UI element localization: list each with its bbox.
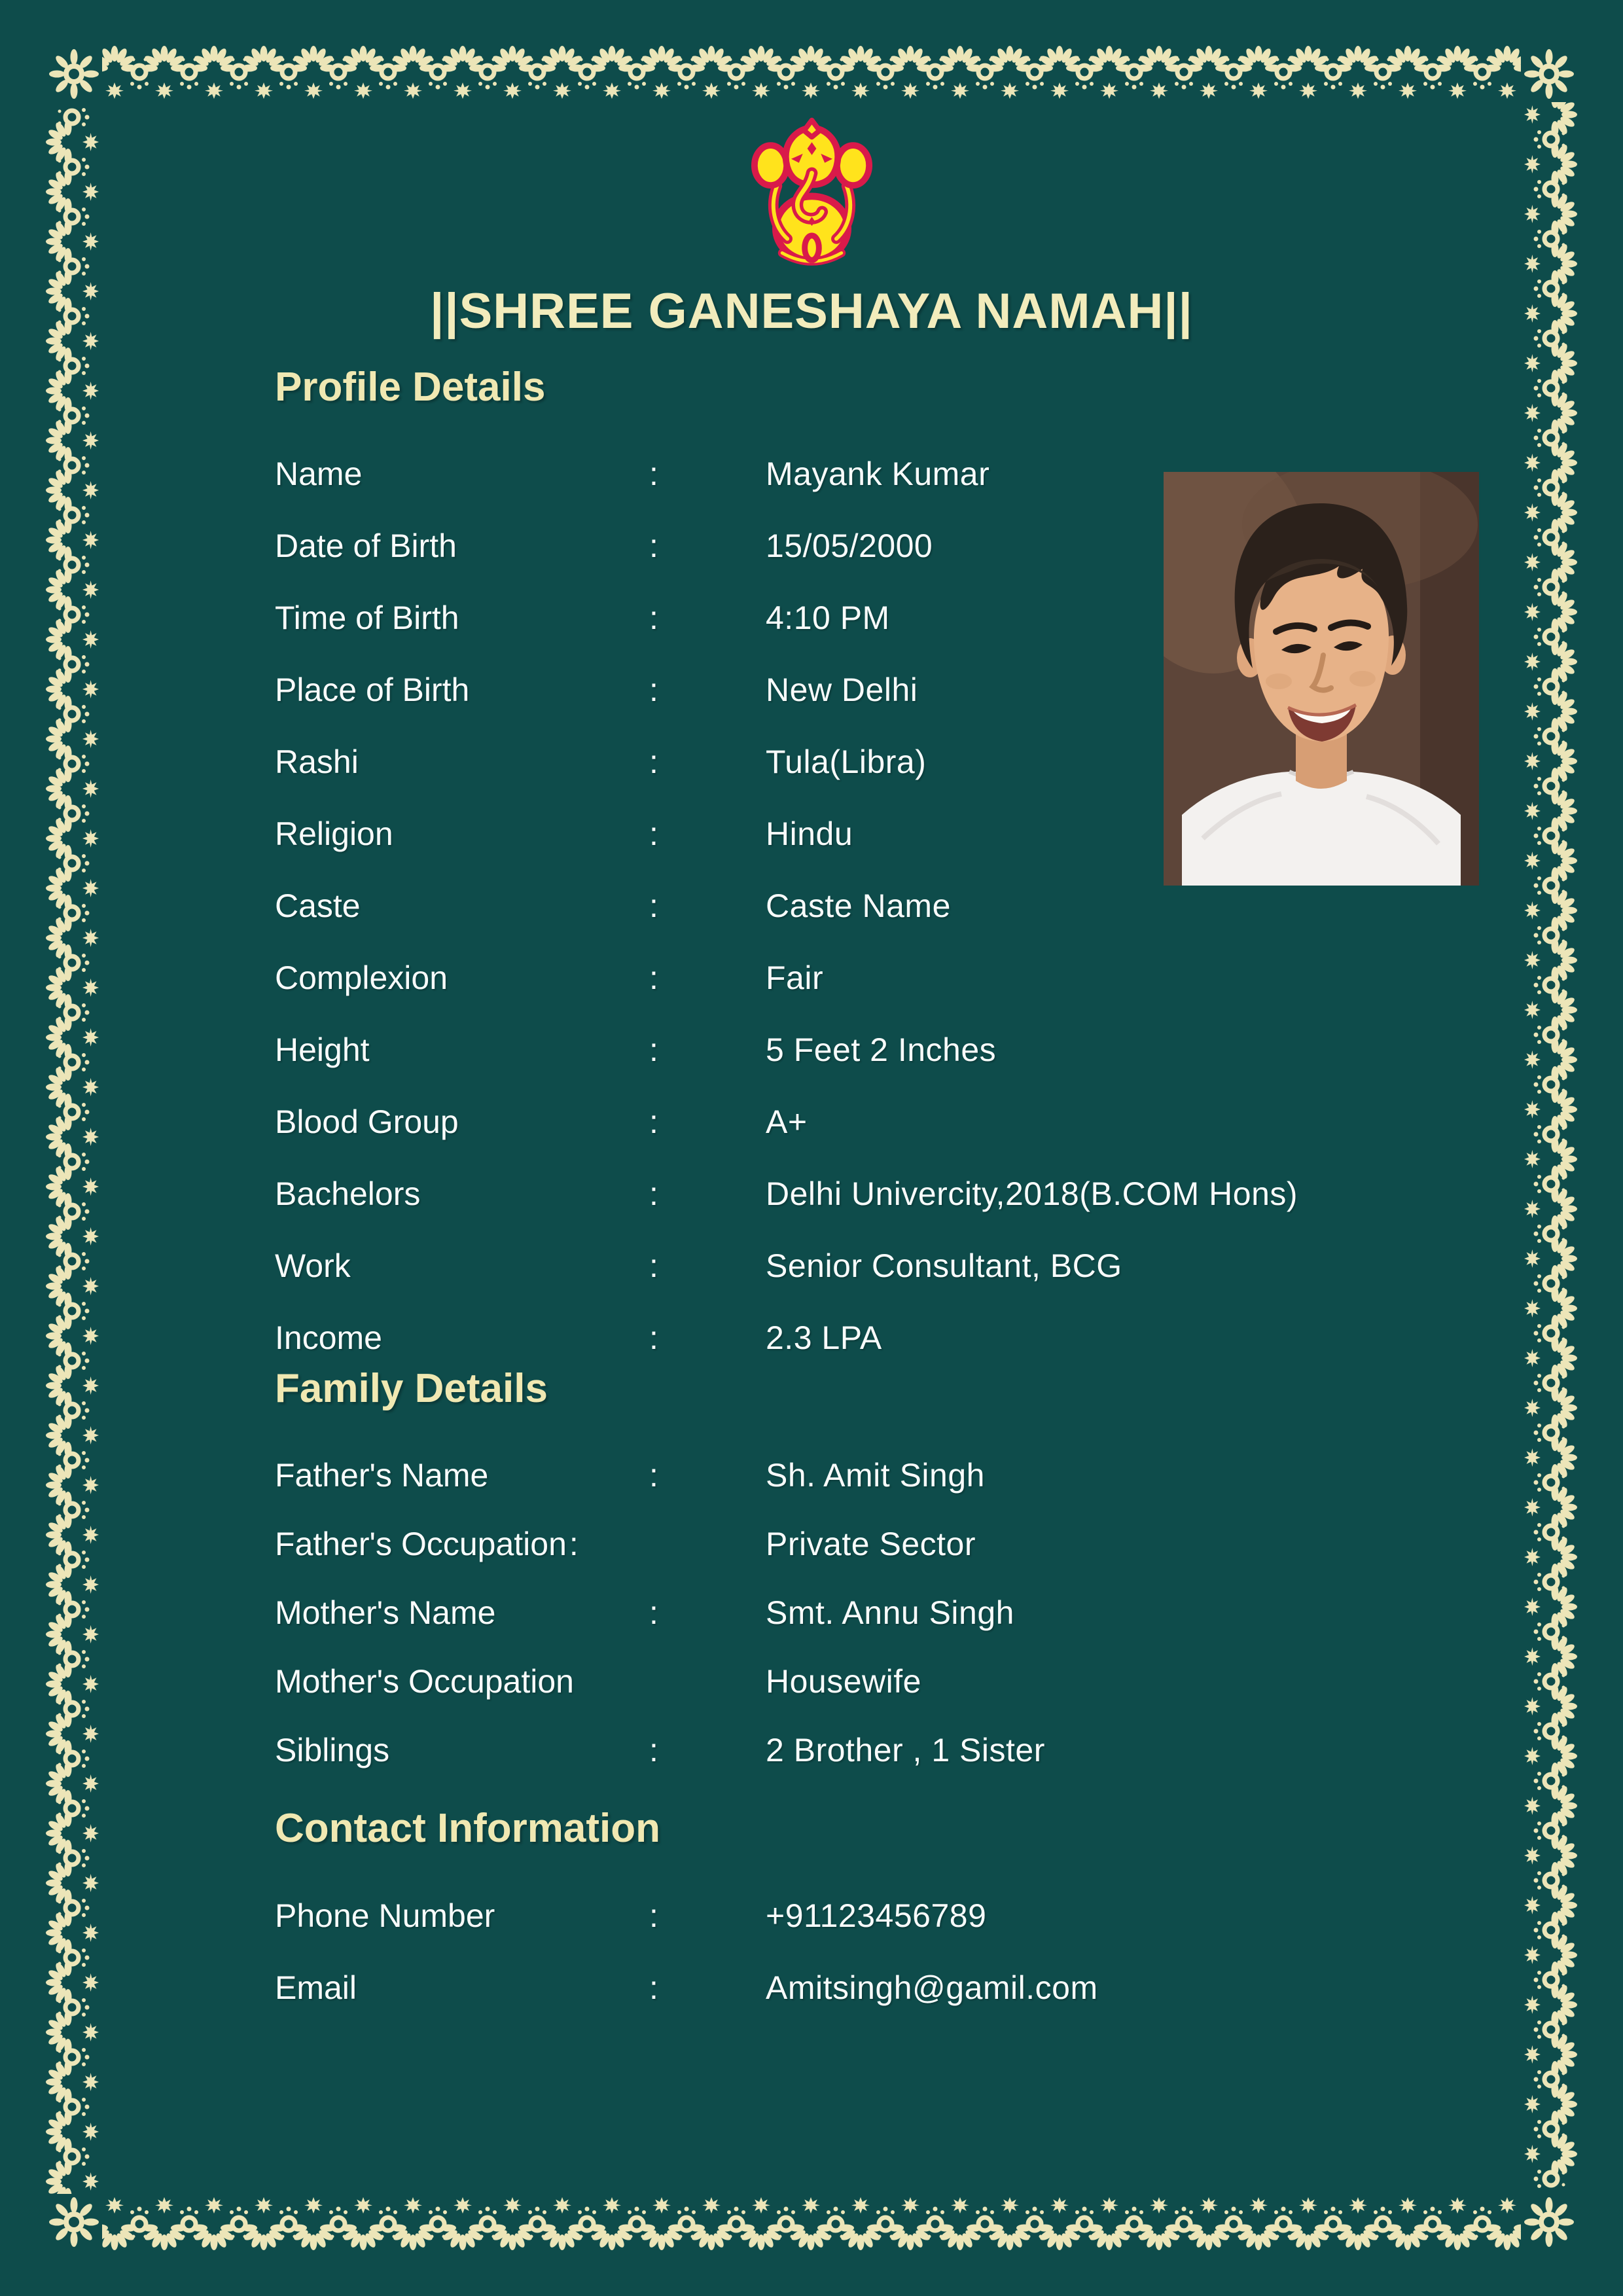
detail-row: [275, 1525, 1577, 1567]
row-colon: :: [649, 528, 658, 564]
row-value: +91123456789: [766, 1897, 987, 1934]
row-colon: :: [649, 888, 658, 924]
ganesha-icon: [732, 109, 892, 274]
row-label: Name: [275, 456, 363, 492]
row-label: Work: [275, 1247, 351, 1284]
floral-border-corner-tr: [1521, 46, 1577, 102]
row-colon: :: [649, 1319, 658, 1356]
row-value: 2 Brother , 1 Sister: [766, 1732, 1045, 1768]
row-colon: :: [649, 672, 658, 708]
row-label: Bachelors: [275, 1175, 421, 1212]
row-value: Fair: [766, 960, 824, 996]
row-value: 5 Feet 2 Inches: [766, 1031, 997, 1068]
row-value: A+: [766, 1103, 808, 1140]
row-value: Amitsingh@gamil.com: [766, 1969, 1098, 2006]
row-label: Siblings: [275, 1732, 390, 1768]
detail-row: [275, 1969, 1577, 2011]
row-label: Income: [275, 1319, 382, 1356]
floral-border-left: [46, 102, 102, 2194]
row-label: Blood Group: [275, 1103, 459, 1140]
row-label: Complexion: [275, 960, 448, 996]
row-value: 15/05/2000: [766, 528, 933, 564]
detail-row: [275, 1175, 1577, 1217]
detail-row: [275, 1031, 1577, 1073]
row-label: Mother's Occupation: [275, 1663, 574, 1700]
row-label: Height: [275, 1031, 370, 1068]
row-colon: :: [649, 1175, 658, 1212]
row-value: Tula(Libra): [766, 744, 927, 780]
row-value: 2.3 LPA: [766, 1319, 882, 1356]
row-colon: :: [649, 1457, 658, 1494]
floral-border-right: [1521, 102, 1577, 2194]
detail-row: [275, 1247, 1577, 1289]
row-value: Housewife: [766, 1663, 921, 1700]
row-label: Email: [275, 1969, 357, 2006]
row-label: Time of Birth: [275, 600, 459, 636]
row-value: Hindu: [766, 816, 853, 852]
row-value: Caste Name: [766, 888, 951, 924]
row-value: Mayank Kumar: [766, 456, 990, 492]
row-label: Place of Birth: [275, 672, 470, 708]
row-label: Father's Occupation: [275, 1526, 567, 1562]
row-colon: :: [649, 600, 658, 636]
detail-row: [275, 1731, 1577, 1773]
row-value: New Delhi: [766, 672, 918, 708]
row-value: Private Sector: [766, 1526, 976, 1562]
row-colon: :: [569, 1526, 579, 1562]
row-colon: :: [649, 1897, 658, 1934]
floral-border-top: [102, 46, 1521, 102]
detail-row: [275, 1662, 1577, 1704]
row-colon: :: [649, 456, 658, 492]
row-value: Delhi Univercity,2018(B.COM Hons): [766, 1175, 1298, 1212]
row-label: Father's Name: [275, 1457, 489, 1494]
row-colon: :: [649, 816, 658, 852]
detail-row: [275, 887, 1577, 929]
row-colon: :: [649, 960, 658, 996]
row-colon: :: [649, 1594, 658, 1631]
detail-row: [275, 1456, 1577, 1498]
section-heading-profile: Profile Details: [275, 365, 546, 410]
detail-row: [275, 1319, 1577, 1361]
row-colon: :: [649, 1031, 658, 1068]
section-heading-contact: Contact Information: [275, 1806, 660, 1851]
floral-border-corner-tl: [46, 46, 102, 102]
detail-row: [275, 1103, 1577, 1145]
profile-photo-image: [1164, 472, 1479, 886]
row-label: Phone Number: [275, 1897, 495, 1934]
section-heading-family: Family Details: [275, 1366, 548, 1411]
row-value: 4:10 PM: [766, 600, 890, 636]
floral-border-corner-br: [1521, 2194, 1577, 2250]
row-value: Smt. Annu Singh: [766, 1594, 1014, 1631]
row-label: Date of Birth: [275, 528, 457, 564]
detail-row: [275, 959, 1577, 1001]
floral-border-corner-bl: [46, 2194, 102, 2250]
profile-photo: [1164, 472, 1479, 886]
detail-row: [275, 1594, 1577, 1636]
row-colon: :: [649, 1969, 658, 2006]
detail-row: [275, 1897, 1577, 1939]
floral-border-bottom: [102, 2194, 1521, 2250]
row-colon: :: [649, 744, 658, 780]
row-label: Rashi: [275, 744, 359, 780]
page-title: ||SHREE GANESHAYA NAMAH||: [430, 283, 1193, 339]
row-label: Caste: [275, 888, 361, 924]
row-value: Senior Consultant, BCG: [766, 1247, 1122, 1284]
row-value: Sh. Amit Singh: [766, 1457, 985, 1494]
row-colon: :: [649, 1103, 658, 1140]
row-label: Religion: [275, 816, 393, 852]
row-colon: :: [649, 1732, 658, 1768]
row-label: Mother's Name: [275, 1594, 496, 1631]
row-colon: :: [649, 1247, 658, 1284]
